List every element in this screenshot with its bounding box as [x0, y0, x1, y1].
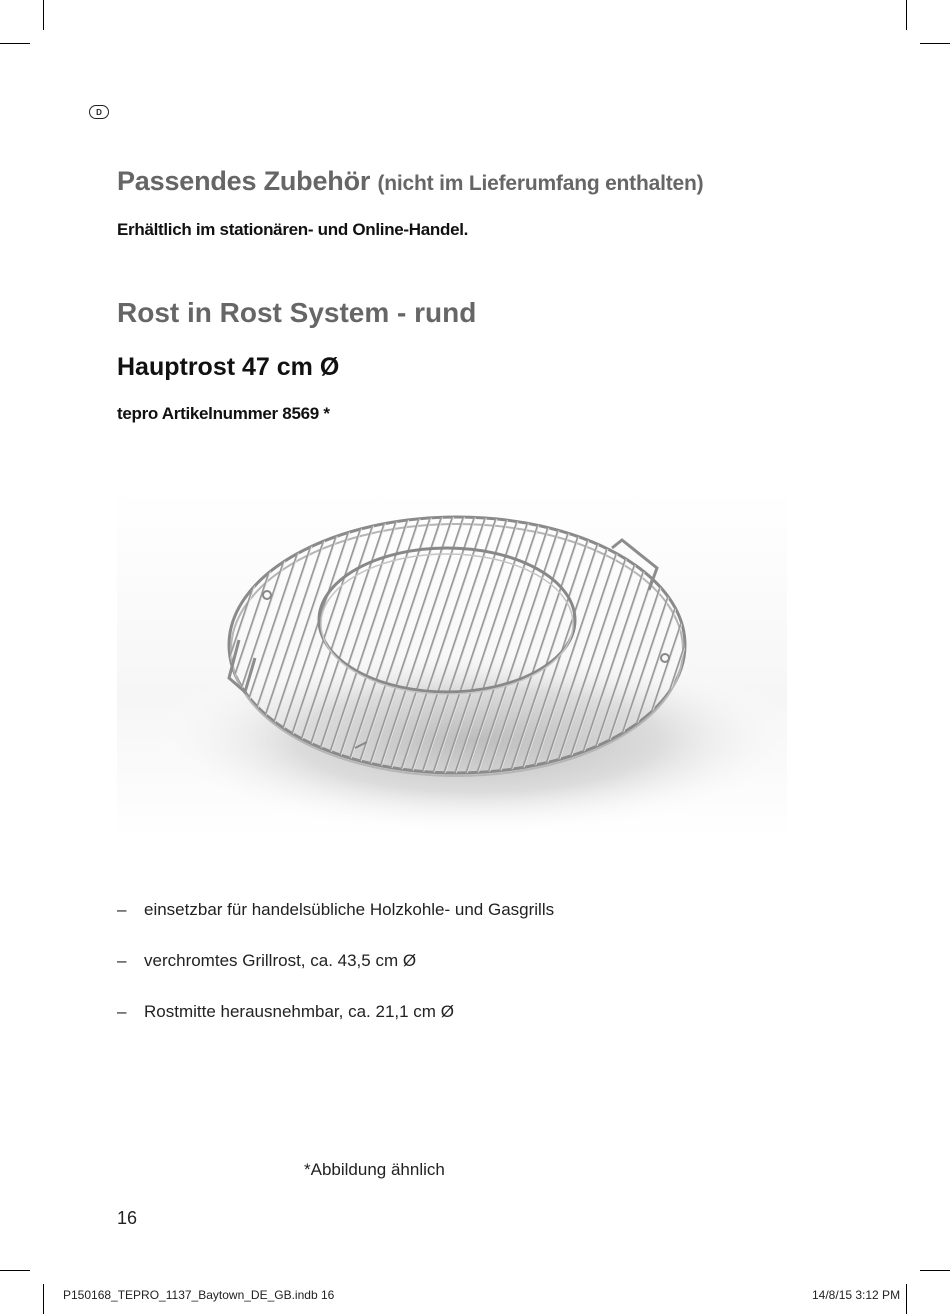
- feature-text: Rostmitte herausnehmbar, ca. 21,1 cm Ø: [144, 1002, 454, 1021]
- crop-mark-top-right-v: [906, 0, 907, 30]
- grill-grate-image: [117, 490, 787, 840]
- product-name: Hauptrost 47 cm Ø: [117, 353, 340, 381]
- crop-mark-bottom-left-h: [0, 1270, 30, 1271]
- bullet-dash: –: [117, 1002, 127, 1021]
- page-number: 16: [117, 1208, 138, 1228]
- crop-mark-top-left-h: [0, 43, 30, 44]
- system-title: Rost in Rost System - rund: [117, 297, 477, 328]
- print-slug-timestamp: 14/8/15 3:12 PM: [812, 1288, 901, 1302]
- bullet-dash: –: [117, 900, 127, 919]
- image-caption: *Abbildung ähnlich: [304, 1160, 445, 1179]
- language-badge: D: [89, 105, 109, 119]
- crop-mark-bottom-left-v: [43, 1284, 44, 1314]
- accessory-heading-main: Passendes Zubehör: [117, 166, 371, 196]
- accessory-heading-suffix: (nicht im Lieferumfang enthalten): [377, 172, 704, 195]
- article-number: tepro Artikelnummer 8569 *: [117, 404, 330, 423]
- feature-text: verchromtes Grillrost, ca. 43,5 cm Ø: [144, 951, 417, 970]
- crop-mark-bottom-right-h: [920, 1270, 950, 1271]
- availability-note: Erhältlich im stationären- und Online-Handel.: [117, 220, 469, 239]
- crop-mark-bottom-right-v: [906, 1284, 907, 1314]
- accessory-heading: [117, 166, 703, 197]
- feature-text: einsetzbar für handelsübliche Holzkohle- und Gasgrills: [144, 900, 555, 919]
- crop-mark-top-right-h: [920, 43, 950, 44]
- crop-mark-top-left-v: [43, 0, 44, 30]
- bullet-dash: –: [117, 951, 127, 970]
- print-slug-file: P150168_TEPRO_1137_Baytown_DE_GB.indb 16: [63, 1288, 335, 1302]
